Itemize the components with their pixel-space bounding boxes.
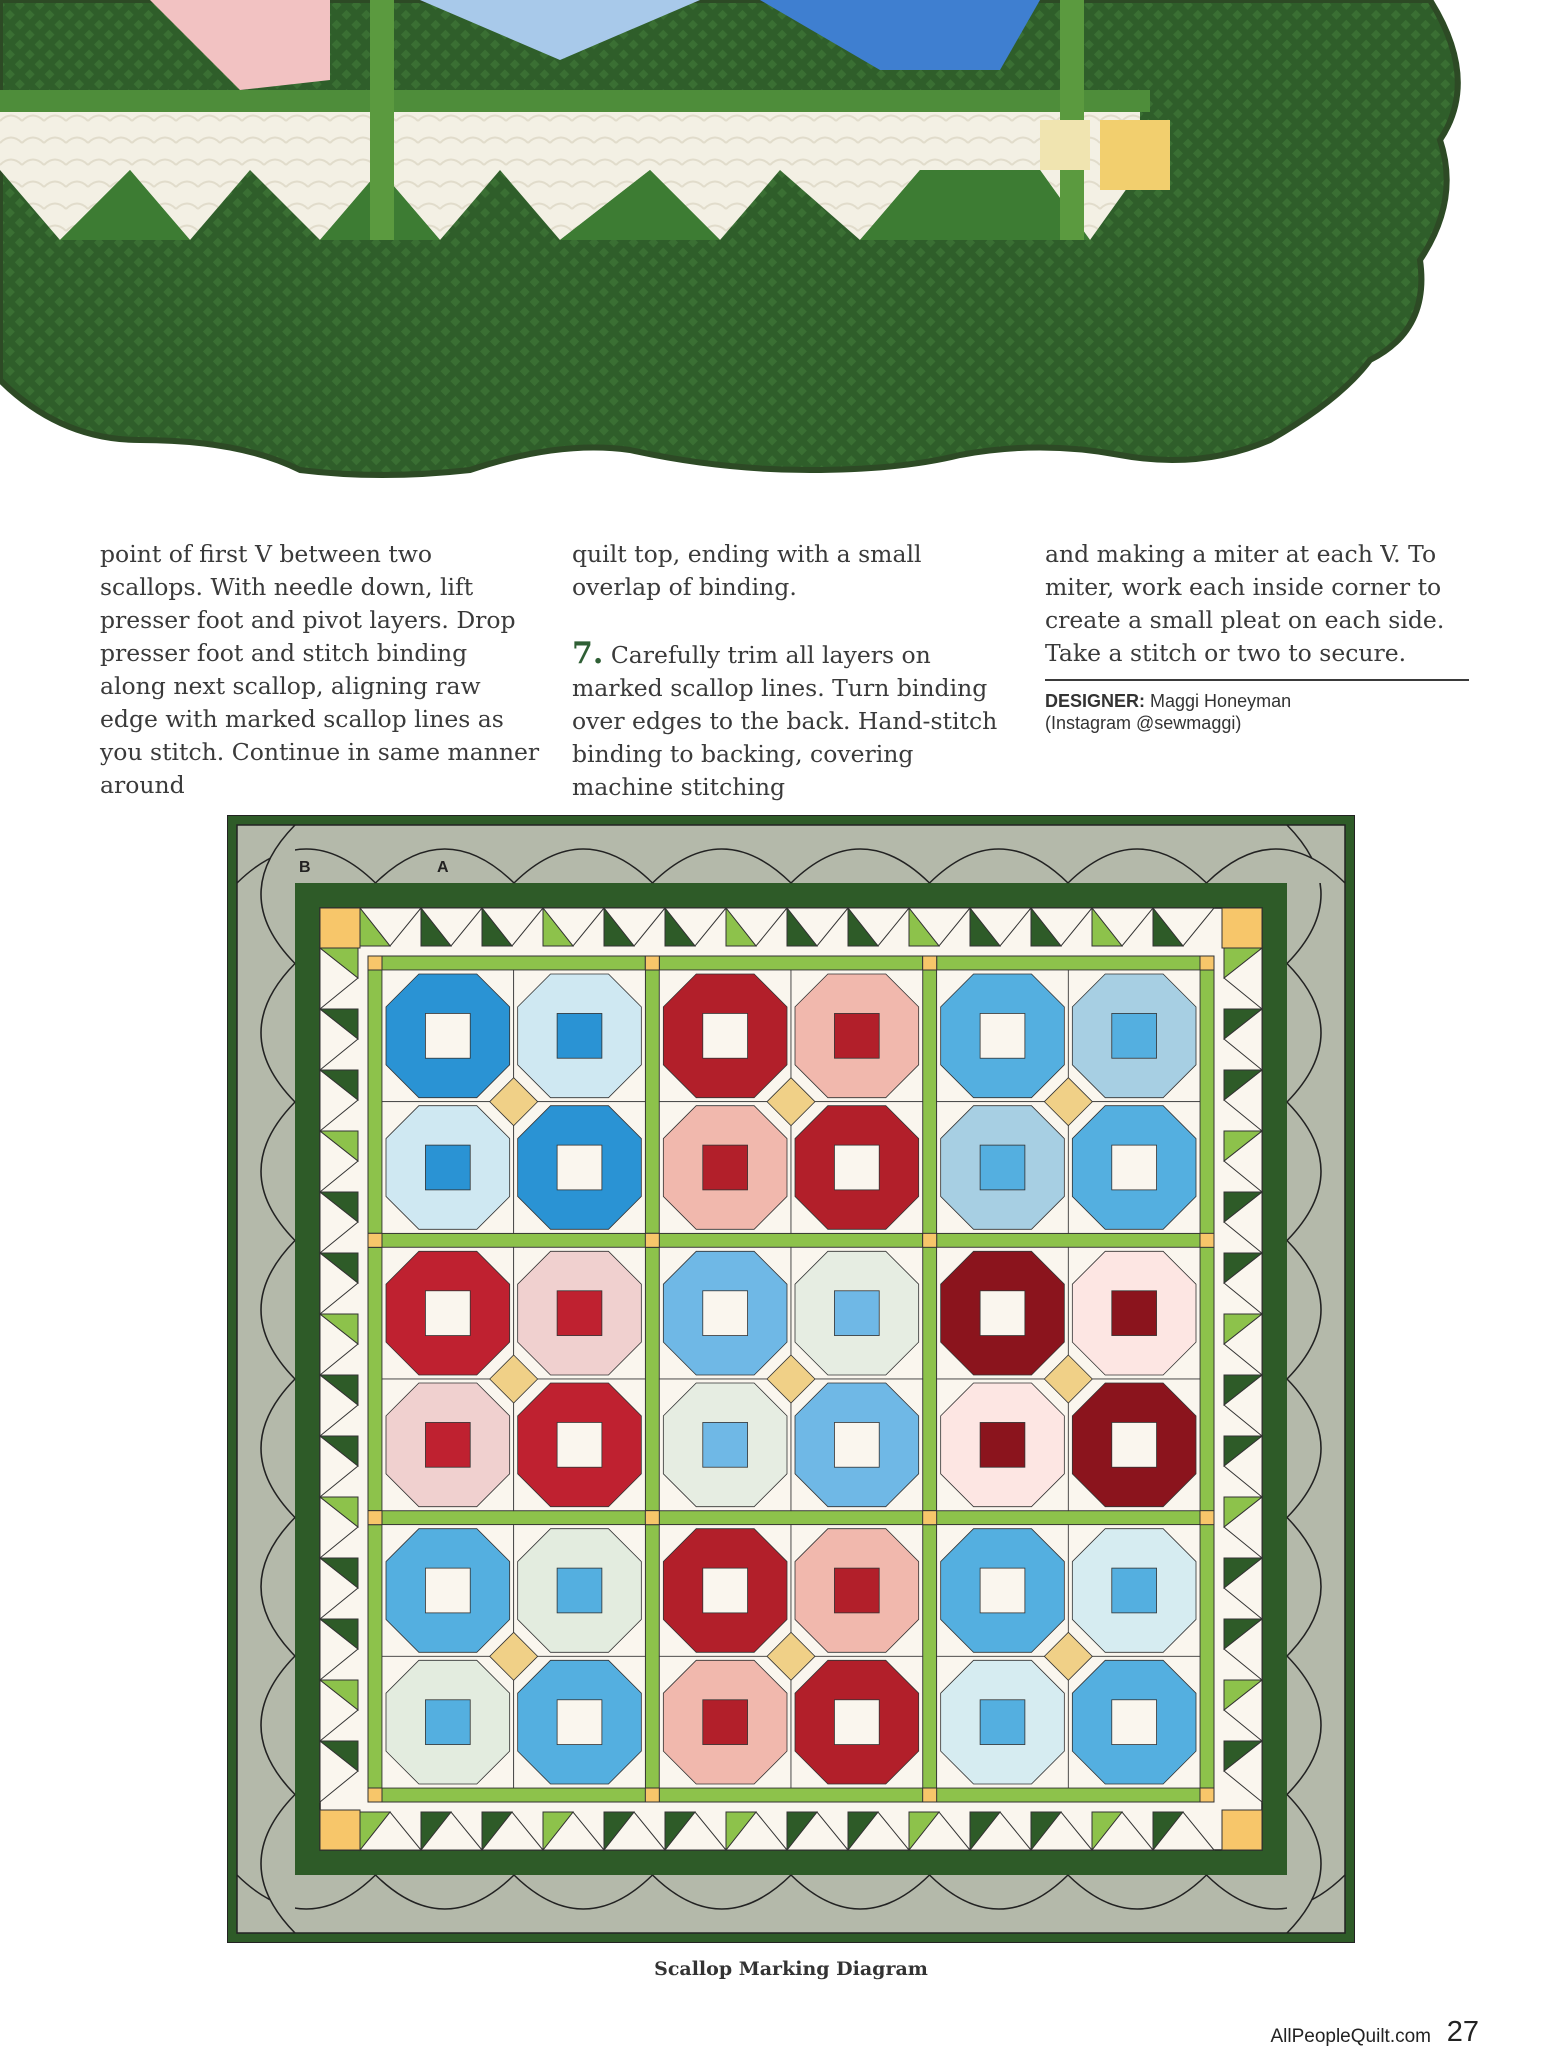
designer-credit [1045,690,1465,734]
center-square [557,1013,602,1058]
sashing-vertical [923,956,937,1802]
cornerstone [645,956,659,970]
step-7-paragraph [572,637,1012,804]
quilt-top [320,908,1262,1850]
designer-label: DESIGNER: [1045,691,1146,711]
center-square [834,1700,879,1745]
label-a: A [437,859,449,876]
center-square [703,1422,748,1467]
step-number: 7. [572,636,604,671]
center-square [425,1568,470,1613]
center-square [425,1422,470,1467]
corner-square [320,908,360,948]
center-square [557,1145,602,1190]
cornerstone [923,1233,937,1247]
cornerstone [368,1233,382,1247]
center-square [703,1700,748,1745]
center-square [425,1013,470,1058]
cornerstone [923,1788,937,1802]
page-number: 27 [1446,2016,1479,2048]
center-square [557,1568,602,1613]
quilt-block [937,970,1200,1233]
sashing-vertical [1200,956,1214,1802]
cornerstone [1200,1233,1214,1247]
quilt-block [937,1525,1200,1788]
cornerstone [923,1511,937,1525]
quilt-block [382,1247,645,1510]
footer-site: AllPeopleQuilt.com [1270,2026,1431,2047]
center-square [980,1145,1025,1190]
corner-square [1222,1810,1262,1850]
center-square [425,1700,470,1745]
text-column-1 [100,538,540,802]
sashing-horizontal [368,1233,1214,1247]
designer-name: Maggi Honeyman [1150,691,1292,711]
center-square [834,1013,879,1058]
center-square [1112,1013,1157,1058]
sashing-vertical [645,956,659,1802]
column-3-text: and making a miter at each V. To miter, work each inside corner to create a small pleat on each side. Take a stitch or two to secure. [1045,540,1445,667]
center-square [980,1422,1025,1467]
center-square [980,1700,1025,1745]
cornerstone [923,956,937,970]
center-square [557,1700,602,1745]
designer-divider [1045,679,1469,681]
center-square [703,1145,748,1190]
scallop-marking-diagram [227,815,1355,1943]
center-square [980,1568,1025,1613]
center-square [425,1291,470,1336]
text-column-3 [1045,538,1465,670]
cornerstone [1200,1511,1214,1525]
text-column-2 [572,538,1012,804]
column-2-text-b: Carefully trim all layers on marked scallop lines. Turn binding over edges to the back. Hand-stitch binding to backing, covering machine stitching [572,641,998,801]
cornerstone [368,1511,382,1525]
cornerstone [368,956,382,970]
quilt-block [659,1525,922,1788]
center-square [557,1422,602,1467]
center-square [557,1291,602,1336]
center-square [980,1291,1025,1336]
cornerstone [1200,956,1214,970]
cornerstone [645,1233,659,1247]
label-b: B [299,859,311,876]
sashing-horizontal [368,1511,1214,1525]
center-square [834,1145,879,1190]
quilt-block [382,970,645,1233]
column-2-text-a: quilt top, ending with a small overlap of binding. [572,540,922,601]
cornerstone [645,1788,659,1802]
designer-instagram: (Instagram @sewmaggi) [1045,713,1242,733]
center-square [834,1568,879,1613]
center-square [1112,1145,1157,1190]
center-square [1112,1291,1157,1336]
column-1-text: point of first V between two scallops. With needle down, lift presser foot and pivot layers. Drop presser foot and stitch binding along next scallop, aligning raw edge with marked scallop lines as you stitch. Continue in same manner around [100,540,540,799]
center-square [1112,1568,1157,1613]
quilt-block [659,970,922,1233]
center-square [834,1422,879,1467]
quilt-corner-photo [0,0,1551,520]
diagram-caption: Scallop Marking Diagram [654,1958,928,1980]
cornerstone [368,1788,382,1802]
center-square [703,1013,748,1058]
center-square [1112,1422,1157,1467]
center-square [834,1291,879,1336]
cornerstone [645,1511,659,1525]
quilt-block [659,1247,922,1510]
center-square [425,1145,470,1190]
sashing-horizontal [368,1788,1214,1802]
cornerstone [1200,1788,1214,1802]
center-square [980,1013,1025,1058]
center-square [703,1568,748,1613]
quilt-block [937,1247,1200,1510]
center-square [703,1291,748,1336]
corner-square [1222,908,1262,948]
quilt-block [382,1525,645,1788]
corner-square [320,1810,360,1850]
sashing-horizontal [368,956,1214,970]
sashing-vertical [368,956,382,1802]
center-square [1112,1700,1157,1745]
